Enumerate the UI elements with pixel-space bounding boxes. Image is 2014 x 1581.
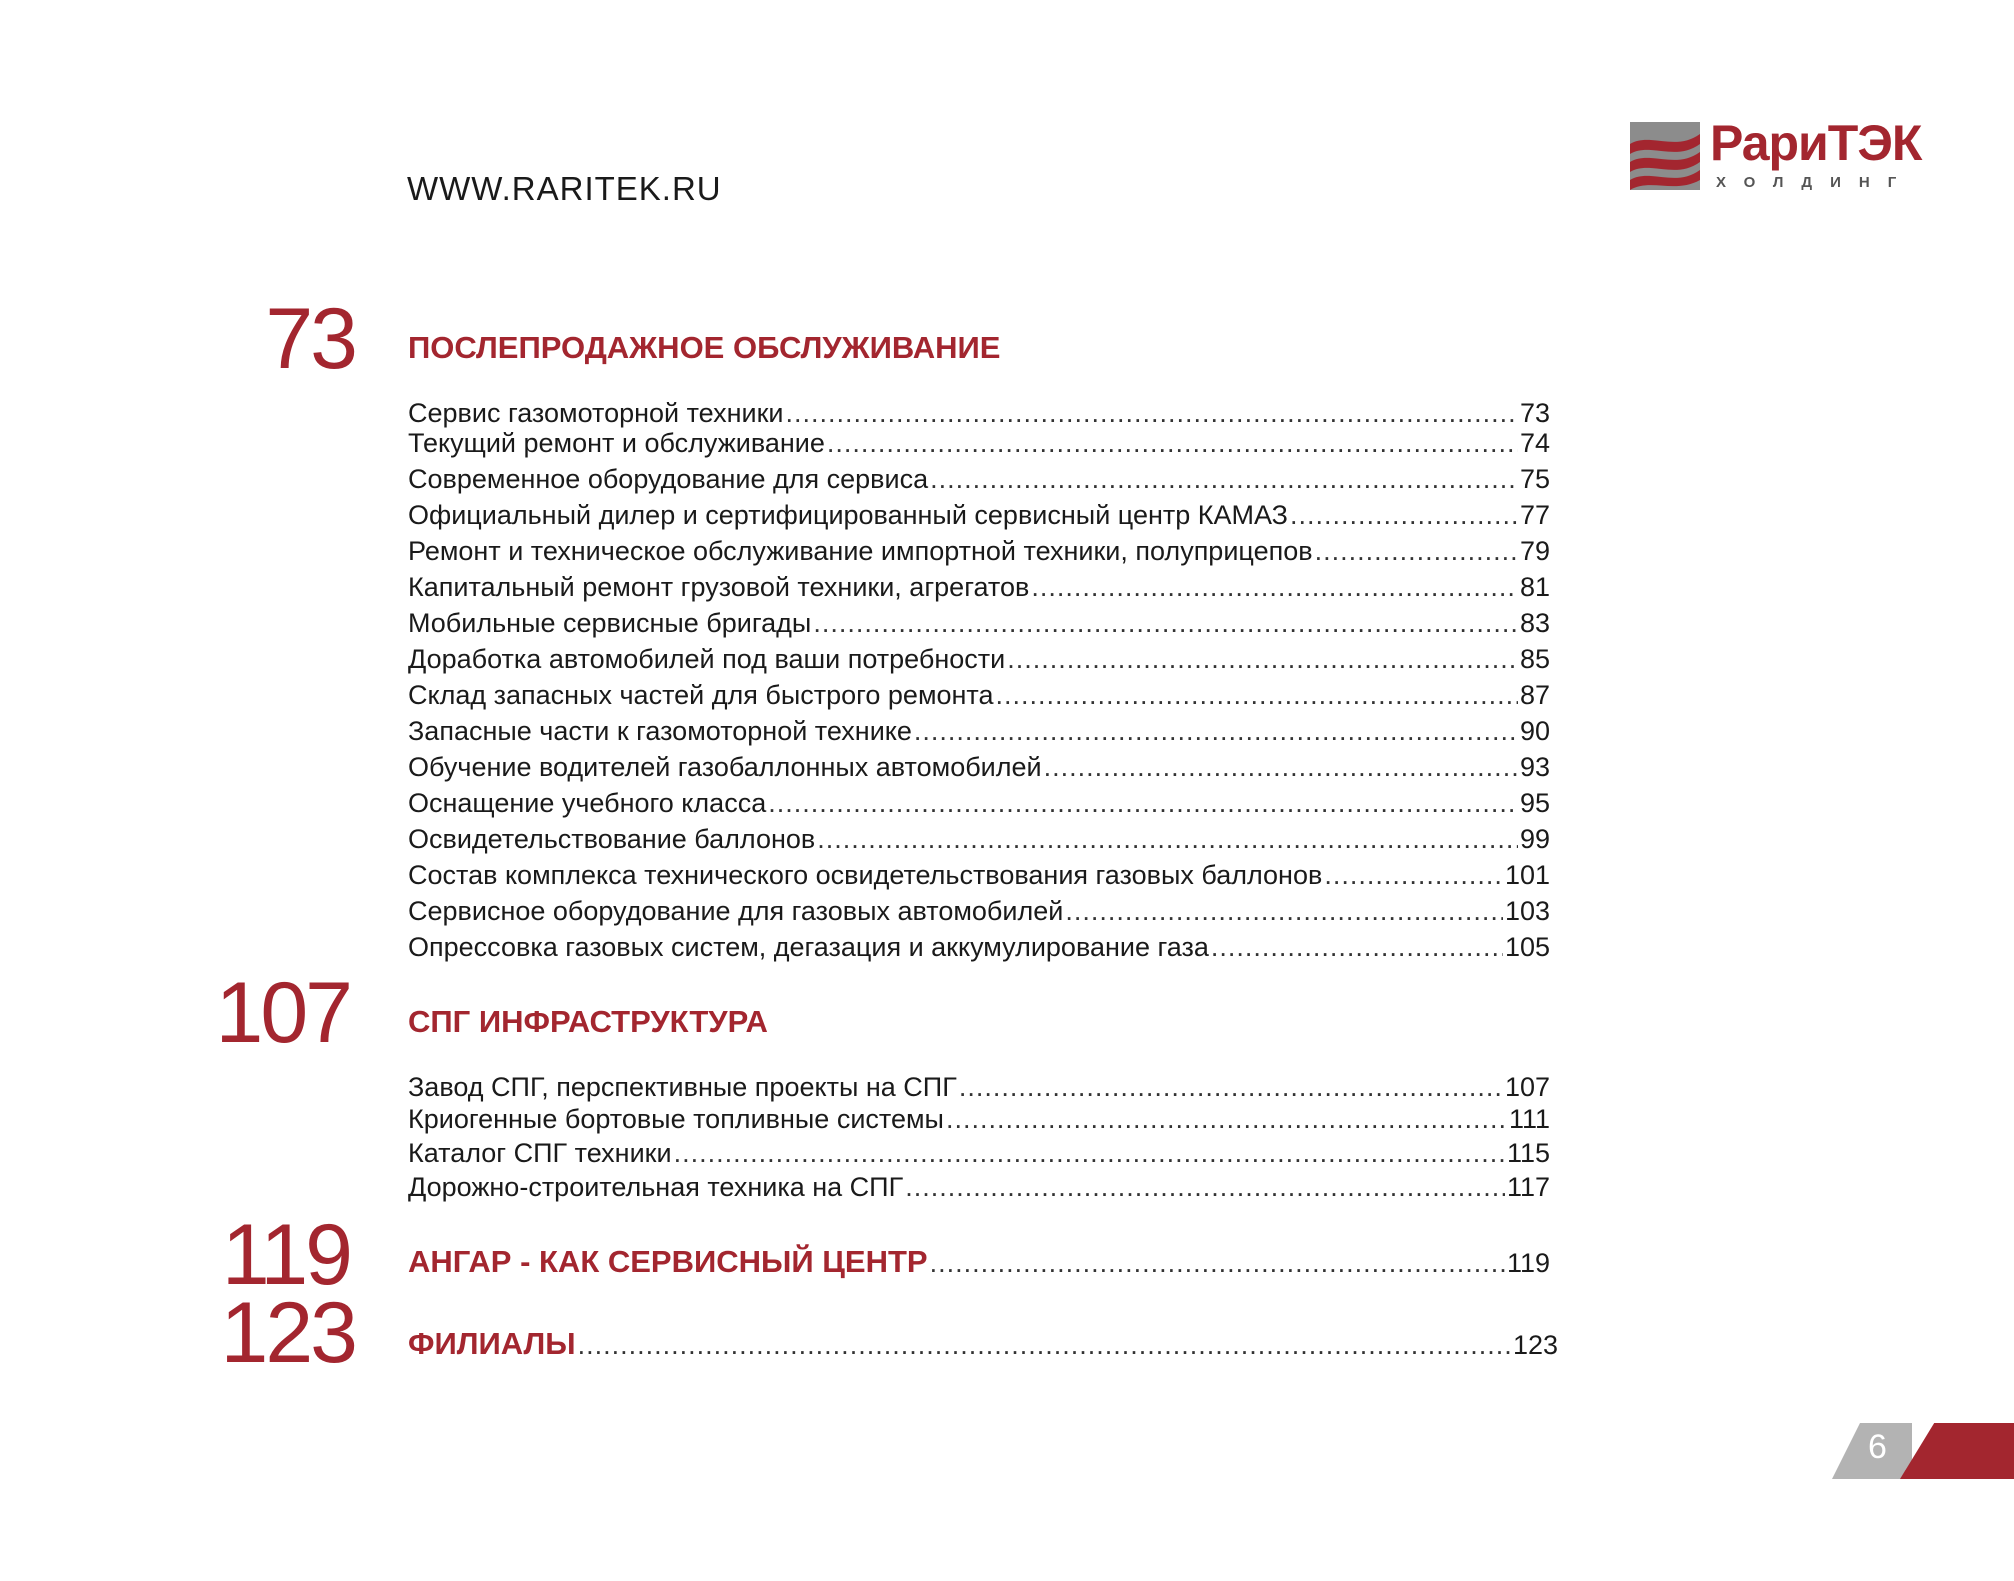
logo-subtitle: ХОЛДИНГ (1716, 174, 1915, 191)
toc-leader (578, 1330, 1511, 1361)
toc-entry-page: 75 (1519, 464, 1550, 494)
toc-leader (905, 1172, 1505, 1203)
toc-leader (914, 716, 1518, 747)
toc-entry[interactable] (408, 860, 1550, 894)
toc-entry[interactable] (408, 536, 1550, 570)
toc-entry-page: 115 (1506, 1138, 1550, 1168)
toc-entry-title: Склад запасных частей для быстрого ремонта (408, 680, 994, 710)
toc-entry[interactable] (408, 608, 1550, 642)
toc-entry[interactable] (408, 680, 1550, 714)
toc-leader (996, 680, 1518, 711)
logo-emblem-icon (1630, 122, 1700, 190)
toc-entry[interactable] (408, 1072, 1550, 1106)
toc-entry-title: Сервис газомоторной техники (408, 398, 784, 428)
toc-leader (930, 1248, 1505, 1279)
toc-entry-page: 99 (1519, 824, 1550, 854)
toc-leader (813, 608, 1518, 639)
toc-entry[interactable] (408, 428, 1550, 462)
toc-entry-page: 83 (1519, 608, 1550, 638)
toc-entry-title: Каталог СПГ техники (408, 1138, 672, 1168)
toc-entry[interactable] (408, 932, 1550, 966)
toc-leader (1007, 644, 1518, 675)
toc-entry-page: 73 (1519, 398, 1550, 428)
logo-title: РариТЭК (1710, 115, 1922, 171)
company-logo (1630, 115, 1930, 198)
toc-entry-title: Обучение водителей газобаллонных автомобилей (408, 752, 1042, 782)
toc-entry-page: 93 (1519, 752, 1550, 782)
toc-leader (1044, 752, 1518, 783)
toc-entry-title: Дорожно-строительная техника на СПГ (408, 1172, 904, 1202)
toc-leader (1031, 572, 1518, 603)
toc-section-entry[interactable] (408, 1326, 1558, 1366)
toc-leader (674, 1138, 1505, 1169)
section-number: 73 (265, 291, 355, 387)
toc-entry-title: Ремонт и техническое обслуживание импортной техники, полуприцепов (408, 536, 1313, 566)
toc-leader (1315, 536, 1518, 567)
toc-entry-page: 117 (1506, 1172, 1550, 1202)
toc-entry-page: 87 (1519, 680, 1550, 710)
toc-leader (959, 1072, 1503, 1103)
toc-leader (1290, 500, 1518, 531)
toc-entry-title: Запасные части к газомоторной технике (408, 716, 912, 746)
toc-leader (1065, 896, 1503, 927)
toc-entry-page: 74 (1519, 428, 1550, 458)
toc-leader (785, 398, 1517, 429)
toc-entry[interactable] (408, 824, 1550, 858)
toc-entry[interactable] (408, 1172, 1550, 1206)
toc-entry-page: 95 (1519, 788, 1550, 818)
toc-leader (1211, 932, 1503, 963)
toc-entry-title: Криогенные бортовые топливные системы (408, 1104, 944, 1134)
toc-entry[interactable] (408, 500, 1550, 534)
toc-entry[interactable] (408, 752, 1550, 786)
section-number: 119 (221, 1207, 350, 1303)
toc-entry[interactable] (408, 398, 1550, 432)
toc-entry-page: 107 (1504, 1072, 1550, 1102)
toc-entry-page: 123 (1512, 1330, 1558, 1360)
toc-entry-page: 85 (1519, 644, 1550, 674)
toc-entry-page: 105 (1504, 932, 1550, 962)
toc-entry-title: Мобильные сервисные бригады (408, 608, 812, 638)
toc-entry-page: 101 (1504, 860, 1550, 890)
toc-entry-page: 90 (1519, 716, 1550, 746)
toc-leader (930, 464, 1518, 495)
toc-entry-page: 77 (1519, 500, 1550, 530)
page-number: 6 (1868, 1428, 1887, 1466)
toc-entry[interactable] (408, 572, 1550, 606)
toc-leader (1324, 860, 1503, 891)
toc-entry-page: 103 (1504, 896, 1550, 926)
toc-entry[interactable] (408, 644, 1550, 678)
section-heading: СПГ ИНФРАСТРУКТУРА (408, 1004, 768, 1039)
section-heading: ПОСЛЕПРОДАЖНОЕ ОБСЛУЖИВАНИЕ (408, 330, 1001, 365)
toc-entry[interactable] (408, 1138, 1550, 1172)
toc-section-entry[interactable] (408, 1244, 1550, 1284)
toc-entry-page: 111 (1508, 1104, 1550, 1134)
toc-entry-title: Освидетельствование баллонов (408, 824, 816, 854)
toc-entry-title: Капитальный ремонт грузовой техники, агрегатов (408, 572, 1030, 602)
toc-entry-page: 119 (1506, 1248, 1550, 1278)
toc-entry-title: Завод СПГ, перспективные проекты на СПГ (408, 1072, 957, 1102)
toc-entry-title: Официальный дилер и сертифицированный сервисный центр КАМАЗ (408, 500, 1288, 530)
section-number: 123 (220, 1285, 355, 1381)
toc-entry-title: Состав комплекса технического освидетельствования газовых баллонов (408, 860, 1323, 890)
toc-entry-title: АНГАР - КАК СЕРВИСНЫЙ ЦЕНТР (408, 1244, 928, 1279)
toc-leader (946, 1104, 1507, 1135)
toc-entry-page: 79 (1519, 536, 1550, 566)
toc-entry[interactable] (408, 716, 1550, 750)
page-tab-red (1900, 1423, 2014, 1479)
toc-leader (827, 428, 1518, 459)
toc-entry[interactable] (408, 1104, 1550, 1138)
toc-entry-title: Оснащение учебного класса (408, 788, 767, 818)
toc-leader (817, 824, 1518, 855)
section-number: 107 (215, 965, 350, 1061)
toc-entry[interactable] (408, 788, 1550, 822)
website-url: WWW.RARITEK.RU (407, 170, 722, 207)
toc-entry[interactable] (408, 896, 1550, 930)
toc-entry-title: ФИЛИАЛЫ (408, 1326, 576, 1361)
toc-entry-title: Доработка автомобилей под ваши потребности (408, 644, 1006, 674)
toc-entry-title: Текущий ремонт и обслуживание (408, 428, 825, 458)
toc-entry-page: 81 (1519, 572, 1550, 602)
toc-entry-title: Современное оборудование для сервиса (408, 464, 929, 494)
toc-leader (768, 788, 1518, 819)
toc-entry-title: Сервисное оборудование для газовых автомобилей (408, 896, 1064, 926)
toc-entry[interactable] (408, 464, 1550, 498)
toc-entry-title: Опрессовка газовых систем, дегазация и аккумулирование газа (408, 932, 1209, 962)
